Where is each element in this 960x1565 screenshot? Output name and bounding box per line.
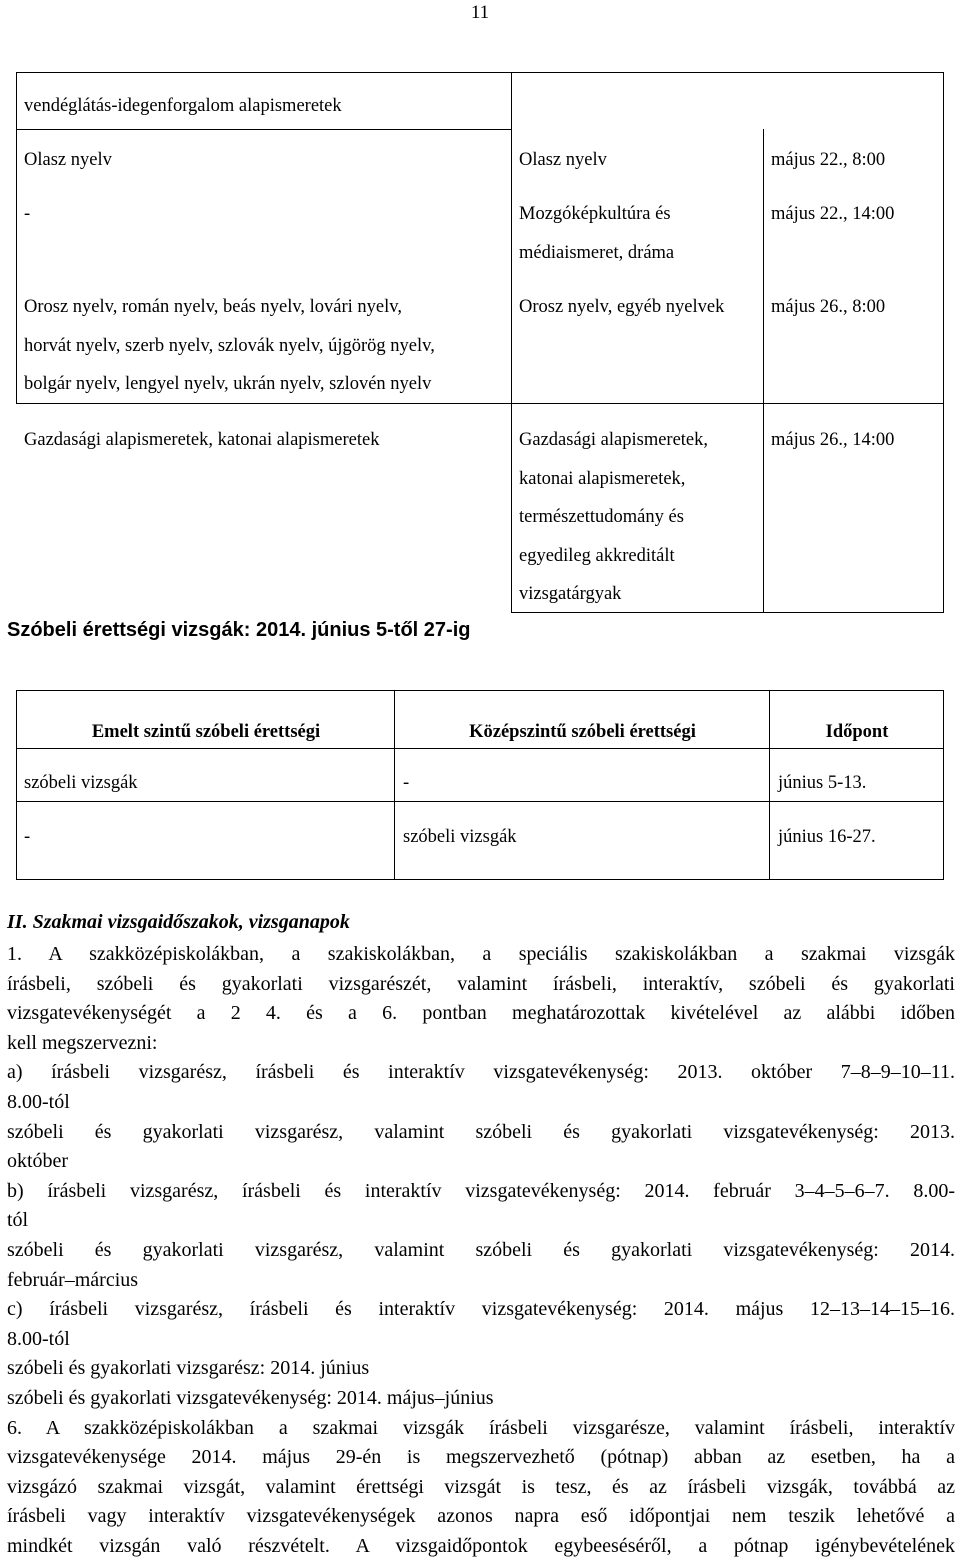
text-line: a) írásbeli vizsgarész, írásbeli és interaktív vizsgatevékenység: 2013. október 7–8–9–10–11. xyxy=(7,1061,955,1084)
table-cell: június 16-27. xyxy=(778,827,876,847)
table-cell: május 26., 14:00 xyxy=(771,430,895,450)
table-cell: Orosz nyelv, egyéb nyelvek xyxy=(519,297,725,317)
text-line: szóbeli és gyakorlati vizsgarész: 2014. június xyxy=(7,1357,370,1380)
text-line: 1. A szakközépiskolákban, a szakiskolákban, a speciális szakiskolákban a szakmai vizsgák xyxy=(7,943,955,965)
table-cell: médiaismeret, dráma xyxy=(519,243,675,263)
text-line: vizsgázó szakmai vizsgát, valamint érettségi vizsgát is tesz, és az írásbeli vizsgák, továbbá az xyxy=(7,1475,955,1498)
text-line: b) írásbeli vizsgarész, írásbeli és interaktív vizsgatevékenység: 2014. február 3–4–5–6–7. 8.00- xyxy=(7,1179,955,1202)
table-cell: május 26., 8:00 xyxy=(771,297,886,317)
table-cell: Olasz nyelv xyxy=(519,150,607,170)
text-line: írásbeli vagy interaktív vizsgatevékenységek azonos napra eső időpontjai nem teszik lehetővé a xyxy=(7,1505,955,1528)
section-title: II. Szakmai vizsgaidőszakok, vizsganapok xyxy=(7,911,350,933)
text-line: vizsgatevékenysége 2014. május 29-én is megszervezhető (pótnap) abban az esetben, ha a xyxy=(7,1446,955,1469)
text-line: c) írásbeli vizsgarész, írásbeli és interaktív vizsgatevékenység: 2014. május 12–13–14–15–16. xyxy=(7,1298,955,1321)
table-cell: szóbeli vizsgák xyxy=(403,827,517,847)
table-cell: egyedileg akkreditált xyxy=(519,546,675,566)
table-cell: horvát nyelv, szerb nyelv, szlovák nyelv, újgörög nyelv, xyxy=(24,336,435,356)
table-header: Időpont xyxy=(825,722,889,742)
text-line: írásbeli, szóbeli és gyakorlati vizsgarészét, valamint írásbeli, interaktív, szóbeli és gyakorlati xyxy=(7,972,955,995)
text-line: szóbeli és gyakorlati vizsgatevékenység: 2014. május–június xyxy=(7,1386,494,1409)
table-header: Emelt szintű szóbeli érettségi xyxy=(91,722,321,742)
table-cell: katonai alapismeretek, xyxy=(519,469,686,489)
table-cell: május 22., 8:00 xyxy=(771,150,886,170)
text-line: 6. A szakközépiskolákban a szakmai vizsgák írásbeli vizsgarésze, valamint írásbeli, interaktív xyxy=(7,1416,955,1439)
table-cell: vizsgatárgyak xyxy=(519,584,622,604)
table-cell: Olasz nyelv xyxy=(24,150,112,170)
text-line: 8.00-tól xyxy=(7,1327,70,1350)
text-line: szóbeli és gyakorlati vizsgarész, valamint szóbeli és gyakorlati vizsgatevékenység: 2014. xyxy=(7,1238,955,1261)
table-header: Középszintű szóbeli érettségi xyxy=(469,722,696,742)
text-line: mindkét vizsgán való részvételt. A vizsgaidőpontok egybeeséséről, a pótnap igénybevételének xyxy=(7,1534,955,1557)
body-text xyxy=(7,940,955,1561)
table-cell: - xyxy=(403,773,410,793)
table-cell: - xyxy=(24,204,31,224)
table-cell: Gazdasági alapismeretek, katonai alapismeretek xyxy=(24,430,380,450)
table-cell: - xyxy=(24,827,31,847)
table-cell: május 22., 14:00 xyxy=(771,204,895,224)
page-number: 11 xyxy=(470,2,490,23)
table-cell: természettudomány és xyxy=(519,507,684,527)
table-cell: Orosz nyelv, román nyelv, beás nyelv, lovári nyelv, xyxy=(24,297,402,317)
oral-exams-heading: Szóbeli érettségi vizsgák: 2014. június 5-től 27-ig xyxy=(7,619,471,641)
text-line: vizsgatevékenységét a 2 4. és a 6. pontban meghatározottak kivételével az alábbi időben xyxy=(7,1002,955,1025)
table-cell: vendéglátás-idegenforgalom alapismeretek xyxy=(24,96,342,116)
table-cell: június 5-13. xyxy=(778,773,867,793)
text-line: kell megszervezni: xyxy=(7,1031,158,1054)
text-line: szóbeli és gyakorlati vizsgarész, valamint szóbeli és gyakorlati vizsgatevékenység: 2013. xyxy=(7,1120,955,1143)
text-line: 8.00-tól xyxy=(7,1090,70,1113)
table-cell: Gazdasági alapismeretek, xyxy=(519,430,709,450)
text-line: tól xyxy=(7,1209,29,1232)
text-line: október xyxy=(7,1150,69,1173)
text-line: február–március xyxy=(7,1268,139,1291)
table-cell: Mozgóképkultúra és xyxy=(519,204,671,224)
table-cell: szóbeli vizsgák xyxy=(24,773,138,793)
table-cell: bolgár nyelv, lengyel nyelv, ukrán nyelv, szlovén nyelv xyxy=(24,374,432,394)
